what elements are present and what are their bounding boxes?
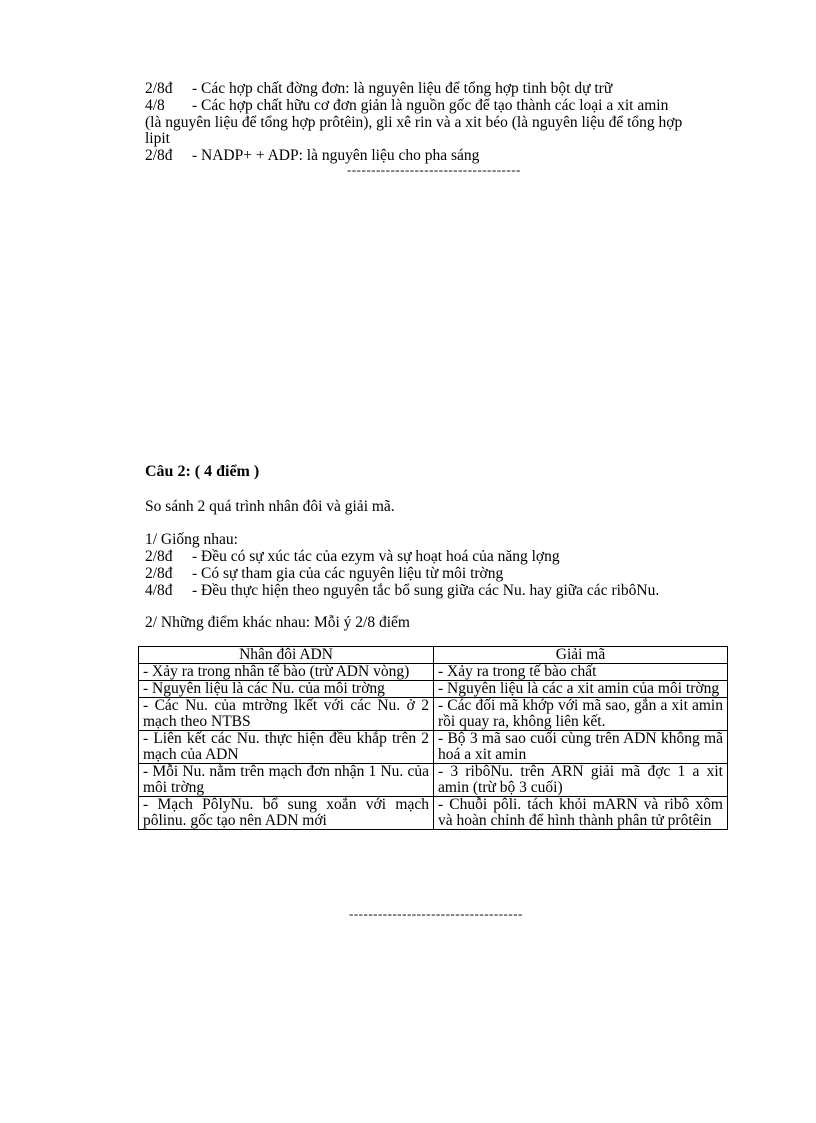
table-row	[139, 681, 728, 698]
answer-continuation-2: lipit	[145, 130, 170, 147]
table-cell: - Các đối mã khớp với mã sao, gắn a xit amin rồi quay ra, không liên kết.	[434, 698, 728, 731]
points-label: 2/8đ	[145, 80, 173, 97]
table-row	[139, 698, 728, 731]
table-cell: - Chuỗi pôli. tách khỏi mARN và ribô xôm và hoàn chỉnh để hình thành phân tử prôtêin	[434, 797, 728, 830]
answer-line-2	[145, 97, 668, 114]
end-separator: ------------------------------------	[349, 906, 523, 921]
table-row	[139, 797, 728, 830]
table-row	[139, 664, 728, 681]
answer-line-1	[145, 80, 612, 97]
table-cell: - Nguyên liệu là các Nu. của môi trờng	[139, 681, 434, 698]
table-cell: - 3 ribôNu. trên ARN giải mã đợc 1 a xit amin (trừ bộ 3 cuối)	[434, 764, 728, 797]
table-row	[139, 731, 728, 764]
question-prompt: So sánh 2 quá trình nhân đôi và giải mã.	[145, 498, 395, 515]
table-header-row	[139, 647, 728, 664]
answer-text: - Các hợp chất đờng đơn: là nguyên liệu để tổng hợp tinh bột dự trữ	[192, 80, 613, 97]
answer-text: - NADP+ + ADP: là nguyên liệu cho pha sáng	[192, 147, 480, 164]
table-cell: - Mạch PôlyNu. bổ sung xoắn với mạch pôlinu. gốc tạo nên ADN mới	[139, 797, 434, 830]
similarity-text: - Có sự tham gia của các nguyên liệu từ môi trờng	[192, 565, 504, 582]
table-cell: - Bộ 3 mã sao cuối cùng trên ADN không mã hoá a xit amin	[434, 731, 728, 764]
points-label: 4/8	[145, 97, 165, 114]
column-header-replication: Nhân đôi ADN	[139, 647, 434, 664]
table-cell: - Mỗi Nu. nằm trên mạch đơn nhận 1 Nu. của môi trờng	[139, 764, 434, 797]
similarity-text: - Đều có sự xúc tác của ezym và sự hoạt hoá của năng lợng	[192, 548, 560, 565]
table-cell: - Các Nu. của mtrờng lkết với các Nu. ở 2 mạch theo NTBS	[139, 698, 434, 731]
table-cell: - Xảy ra trong tế bào chất	[434, 664, 728, 681]
question-heading: Câu 2: ( 4 điểm )	[145, 463, 260, 480]
table-cell: - Xảy ra trong nhân tế bào (trừ ADN vòng)	[139, 664, 434, 681]
answer-text: - Các hợp chất hữu cơ đơn giản là nguồn gốc để tạo thành các loại a xit amin	[192, 97, 669, 114]
table-cell: - Liên kết các Nu. thực hiện đều khắp trên 2 mạch của ADN	[139, 731, 434, 764]
table-cell: - Nguyên liệu là các a xit amin của môi trờng	[434, 681, 728, 698]
column-header-translation: Giải mã	[434, 647, 728, 664]
similarity-text: - Đều thực hiện theo nguyên tắc bổ sung giữa các Nu. hay giữa các ribôNu.	[192, 582, 660, 599]
differences-title: 2/ Những điểm khác nhau: Mỗi ý 2/8 điểm	[145, 614, 410, 631]
similarity-line-3	[145, 582, 659, 599]
answer-continuation-1: (là nguyên liệu để tổng hợp prôtêin), gli xê rin và a xit béo (là nguyên liệu để tổng hợp	[145, 114, 683, 131]
similarity-line-2	[145, 565, 503, 582]
points-label: 4/8đ	[145, 582, 173, 599]
comparison-table	[138, 646, 728, 830]
similarities-title: 1/ Giống nhau:	[145, 531, 238, 548]
points-label: 2/8đ	[145, 565, 173, 582]
section-separator: ------------------------------------	[347, 162, 521, 177]
points-label: 2/8đ	[145, 548, 173, 565]
similarity-line-1	[145, 548, 560, 565]
points-label: 2/8đ	[145, 147, 173, 164]
table-row	[139, 764, 728, 797]
